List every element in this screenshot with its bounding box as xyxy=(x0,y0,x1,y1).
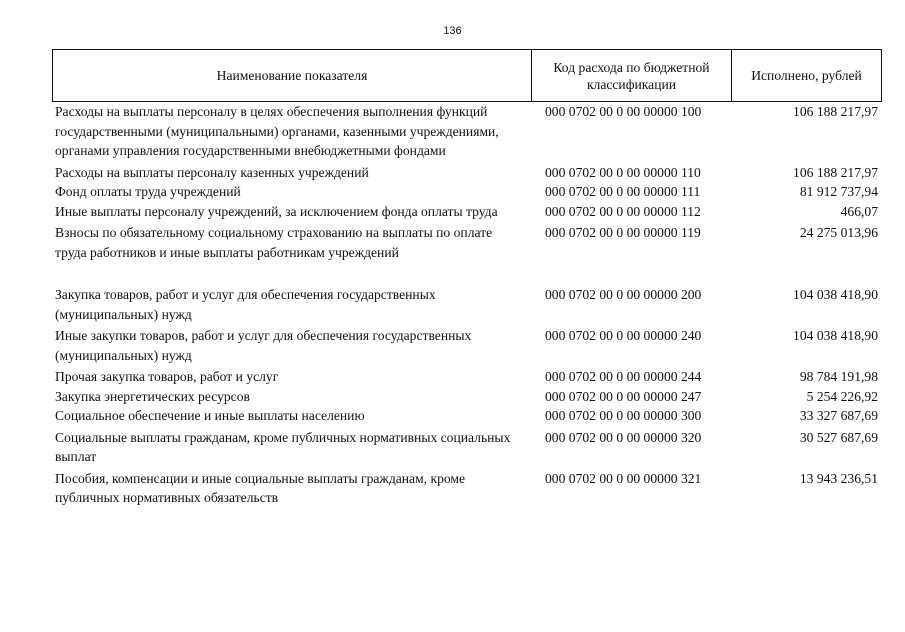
table-row xyxy=(52,285,882,324)
row-name: Расходы на выплаты персоналу казенных учреждений xyxy=(55,164,369,180)
row-value: 466,07 xyxy=(840,203,878,219)
table-row xyxy=(52,469,882,508)
row-value: 5 254 226,92 xyxy=(806,388,878,404)
row-code: 000 0702 00 0 00 00000 110 xyxy=(545,164,701,180)
row-code: 000 0702 00 0 00 00000 300 xyxy=(545,408,702,423)
row-name: Закупка энергетических ресурсов xyxy=(55,388,250,404)
row-code: 000 0702 00 0 00 00000 100 xyxy=(545,104,702,119)
row-value: 106 188 217,97 xyxy=(793,164,878,180)
row-name: Закупка товаров, работ и услуг для обеспечения государственных (муниципальных) нужд xyxy=(55,287,436,322)
row-name: Фонд оплаты труда учреждений xyxy=(55,184,241,199)
row-name: Расходы на выплаты персоналу в целях обеспечения выполнения функций государственными (муниципальными) органами, казенными учреждениями, органами управления государственными внебюджетными фондами xyxy=(55,104,499,158)
row-value: 98 784 191,98 xyxy=(799,369,878,384)
row-code: 000 0702 00 0 00 00000 320 xyxy=(545,429,702,445)
table-row xyxy=(52,326,882,365)
row-code: 000 0702 00 0 00 00000 112 xyxy=(545,203,701,219)
row-code: 000 0702 00 0 00 00000 240 xyxy=(545,328,702,343)
table-row xyxy=(52,406,882,426)
row-value: 104 038 418,90 xyxy=(793,328,878,343)
header-executed: Исполнено, рублей xyxy=(751,68,862,83)
row-name: Прочая закупка товаров, работ и услуг xyxy=(55,369,279,384)
row-code: 000 0702 00 0 00 00000 119 xyxy=(545,225,701,240)
table-row xyxy=(52,182,882,202)
row-value: 81 912 737,94 xyxy=(799,184,878,199)
row-value: 104 038 418,90 xyxy=(793,287,878,302)
row-value: 106 188 217,97 xyxy=(793,104,878,119)
row-code: 000 0702 00 0 00 00000 244 xyxy=(545,369,702,384)
row-value: 13 943 236,51 xyxy=(799,470,878,486)
table-row xyxy=(52,223,882,262)
table-body xyxy=(52,102,882,508)
row-value: 33 327 687,69 xyxy=(799,408,878,423)
table-row xyxy=(52,102,882,161)
row-name: Пособия, компенсации и иные социальные выплаты гражданам, кроме публичных нормативных обязательств xyxy=(55,470,466,505)
row-name: Взносы по обязательному социальному страхованию на выплаты по оплате труда работников и иные выплаты работникам учреждений xyxy=(55,225,493,260)
row-value: 30 527 687,69 xyxy=(799,429,878,445)
row-name: Иные выплаты персоналу учреждений, за исключением фонда оплаты труда xyxy=(55,203,498,219)
header-name: Наименование показателя xyxy=(53,50,532,101)
row-code: 000 0702 00 0 00 00000 111 xyxy=(545,184,701,199)
row-value: 24 275 013,96 xyxy=(799,225,878,240)
table-row xyxy=(52,428,882,467)
row-name: Социальное обеспечение и иные выплаты населению xyxy=(55,408,365,423)
row-code: 000 0702 00 0 00 00000 247 xyxy=(545,388,702,404)
table-header xyxy=(52,49,882,102)
header-code: Код расхода по бюджетной классификации xyxy=(532,50,732,101)
row-code: 000 0702 00 0 00 00000 321 xyxy=(545,470,702,486)
page-number: 136 xyxy=(443,25,462,37)
row-code: 000 0702 00 0 00 00000 200 xyxy=(545,287,702,302)
row-name: Иные закупки товаров, работ и услуг для обеспечения государственных (муниципальных) нужд xyxy=(55,328,472,363)
table-row xyxy=(52,163,882,183)
table-row xyxy=(52,367,882,387)
row-name: Социальные выплаты гражданам, кроме публичных нормативных социальных выплат xyxy=(55,429,511,464)
table-row xyxy=(52,202,882,222)
table-row xyxy=(52,387,882,407)
